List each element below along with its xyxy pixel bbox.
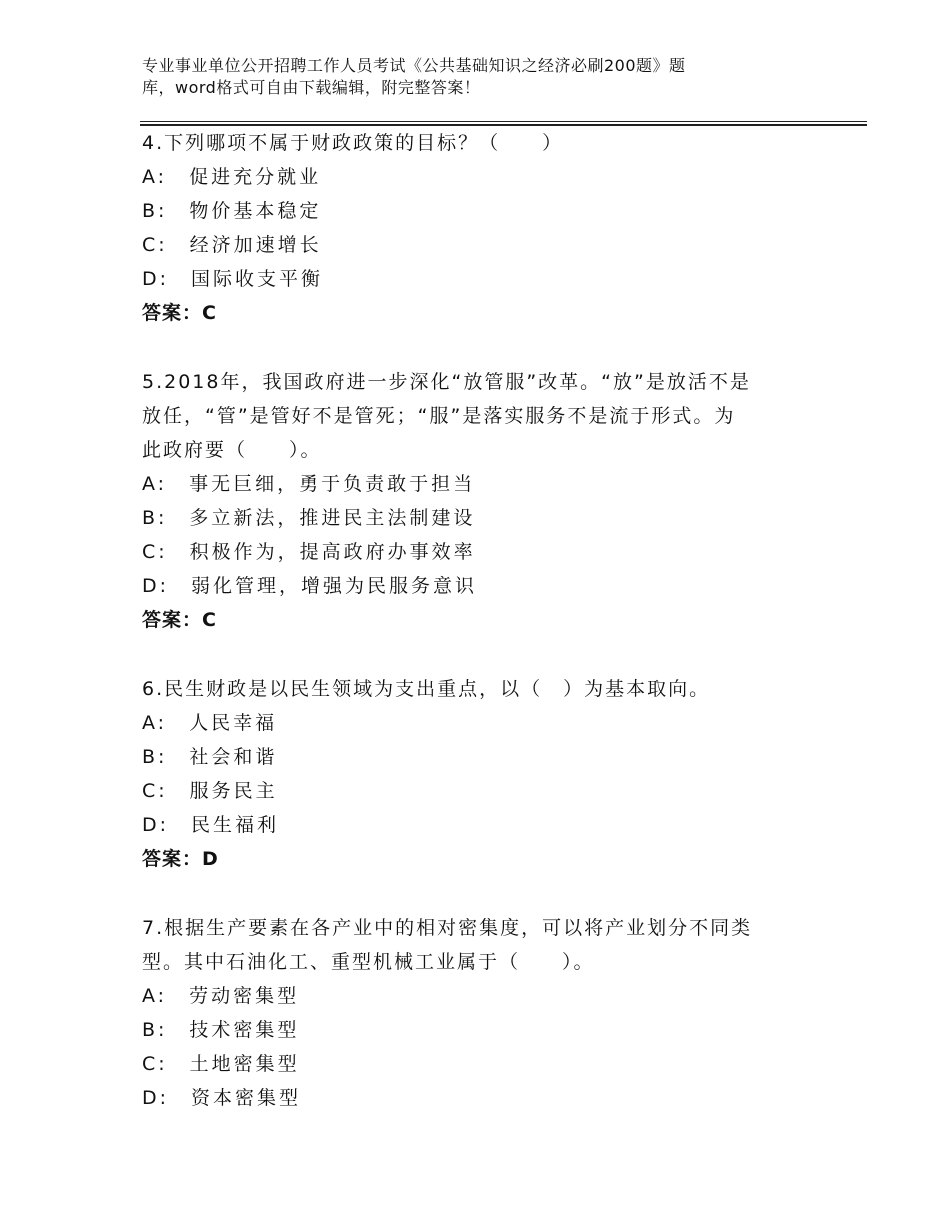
document-header bbox=[142, 55, 782, 99]
question-4-option-b: B: 物价基本稳定 bbox=[142, 200, 322, 222]
question-4-option-a: A: 促进充分就业 bbox=[142, 166, 322, 188]
question-5-option-a: A: 事无巨细，勇于负责敢于担当 bbox=[142, 473, 476, 495]
question-7-option-b: B: 技术密集型 bbox=[142, 1019, 300, 1041]
question-4-option-d: D: 国际收支平衡 bbox=[142, 268, 324, 290]
question-6-option-d: D: 民生福利 bbox=[142, 814, 280, 836]
question-7-text-line-2: 型。其中石油化工、重型机械工业属于（ ）。 bbox=[142, 951, 595, 973]
header-divider-thin bbox=[140, 121, 867, 122]
question-7-text-line-1: 7.根据生产要素在各产业中的相对密集度，可以将产业划分不同类 bbox=[142, 917, 753, 939]
question-5-option-b: B: 多立新法，推进民主法制建设 bbox=[142, 507, 476, 529]
question-4-option-c: C: 经济加速增长 bbox=[142, 234, 322, 256]
header-line-2: 库，word格式可自由下载编辑，附完整答案！ bbox=[142, 78, 481, 97]
question-7-option-a: A: 劳动密集型 bbox=[142, 985, 300, 1007]
question-5-text-line-1: 5.2018年，我国政府进一步深化“放管服”改革。“放”是放活不是 bbox=[142, 371, 751, 393]
question-6-text: 6.民生财政是以民生领域为支出重点，以（ ）为基本取向。 bbox=[142, 678, 711, 700]
question-6-option-a: A: 人民幸福 bbox=[142, 712, 278, 734]
question-6-option-c: C: 服务民主 bbox=[142, 780, 278, 802]
question-7-option-d: D: 资本密集型 bbox=[142, 1087, 302, 1109]
question-6-option-b: B: 社会和谐 bbox=[142, 746, 278, 768]
question-5-option-c: C: 积极作为，提高政府办事效率 bbox=[142, 541, 476, 563]
question-5-text-line-3: 此政府要（ ）。 bbox=[142, 439, 322, 461]
question-4-answer: 答案：C bbox=[142, 302, 217, 324]
question-5-answer: 答案：C bbox=[142, 609, 217, 631]
header-line-1: 专业事业单位公开招聘工作人员考试《公共基础知识之经济必刷200题》题 bbox=[142, 56, 686, 75]
question-5-option-d: D: 弱化管理，增强为民服务意识 bbox=[142, 575, 478, 597]
question-7-option-c: C: 土地密集型 bbox=[142, 1053, 300, 1075]
question-4-text: 4.下列哪项不属于财政政策的目标？（ ） bbox=[142, 132, 564, 154]
question-6-answer: 答案：D bbox=[142, 848, 219, 870]
question-5-text-line-2: 放任，“管”是管好不是管死；“服”是落实服务不是流于形式。为 bbox=[142, 405, 736, 427]
